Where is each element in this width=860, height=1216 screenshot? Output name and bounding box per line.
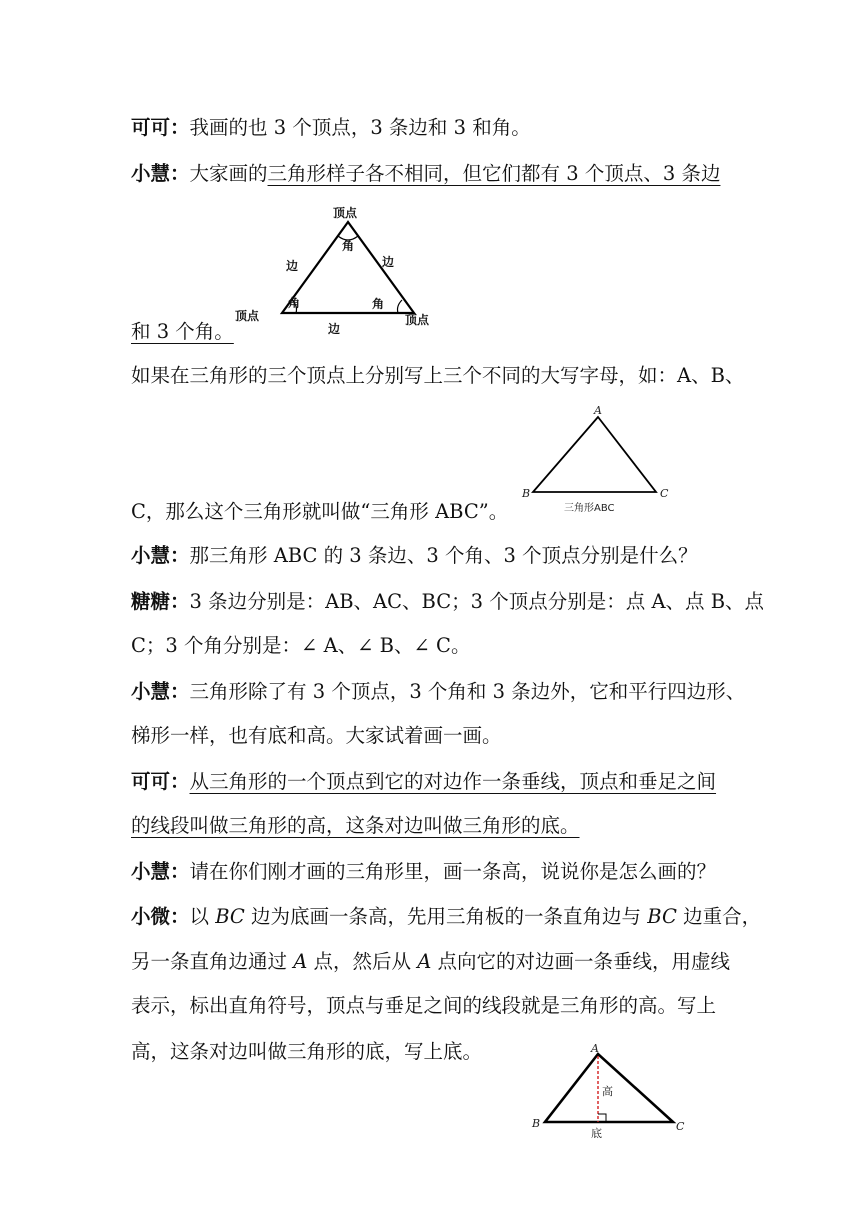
paragraph-xiaohui-1 xyxy=(131,160,720,188)
underlined-text: 的线段叫做三角形的高，这条对边叫做三角形的底。 xyxy=(131,814,580,837)
dialogue-text: 表示，标出直角符号，顶点与垂足之间的线段就是三角形的高。写上 xyxy=(131,994,717,1017)
speaker-label: 可可： xyxy=(131,770,190,793)
angle-arc-right xyxy=(398,300,403,313)
paragraph-naming-1 xyxy=(131,362,744,390)
speaker-label: 糖糖： xyxy=(131,590,190,613)
dialogue-text: 高，这条对边叫做三角形的底，写上底。 xyxy=(131,1040,483,1063)
triangle-abc-figure xyxy=(518,405,678,517)
dialogue-text: 以 xyxy=(189,905,216,928)
speaker-label: 小慧： xyxy=(131,162,190,185)
paragraph-xiaowei-1-cont xyxy=(131,948,730,976)
angle-label-right: 角 xyxy=(372,297,385,311)
dialogue-text: 我画的也 3 个顶点，3 条边和 3 和角。 xyxy=(189,116,531,139)
paragraph-keke-1 xyxy=(131,114,531,142)
base-label: 底 xyxy=(591,1127,602,1140)
edge-label-left: 边 xyxy=(286,259,299,273)
paragraph-tangtang-1-cont xyxy=(131,632,470,660)
edge-label-bottom: 边 xyxy=(328,322,341,336)
height-label: 高 xyxy=(602,1085,613,1098)
paragraph-xiaohui-2 xyxy=(131,542,698,570)
vertex-a-label: A xyxy=(594,404,602,417)
paragraph-xiaowei-1 xyxy=(131,903,761,931)
vertex-a-label: A xyxy=(591,1042,599,1055)
angle-label-top: 角 xyxy=(342,239,355,253)
dialogue-text: 大家画的 xyxy=(189,162,268,185)
dialogue-text: 另一条直角边通过 xyxy=(131,950,294,973)
speaker-label: 可可： xyxy=(131,116,190,139)
point-a: A xyxy=(293,950,308,973)
angle-label-left: 角 xyxy=(288,296,301,310)
triangle-height-figure xyxy=(528,1040,698,1150)
underlined-text: 和 3 个角。 xyxy=(131,320,234,343)
body-text: 如果在三角形的三个顶点上分别写上三个不同的大写字母，如：A、B、 xyxy=(131,364,745,387)
dialogue-text: 请在你们刚才画的三角形里，画一条高，说说你是怎么画的？ xyxy=(189,860,717,883)
vertex-c-label: C xyxy=(660,487,669,500)
paragraph-keke-2 xyxy=(131,768,716,796)
dialogue-text: 3 条边分别是：AB、AC、BC；3 个顶点分别是：点 A、点 B、点 xyxy=(189,590,765,613)
dialogue-text: 梯形一样，也有底和高。大家试着画一画。 xyxy=(131,724,502,747)
paragraph-xiaohui-3 xyxy=(131,678,745,706)
edge-label-right: 边 xyxy=(382,255,395,269)
dialogue-text: 那三角形 ABC 的 3 条边、3 个角、3 个顶点分别是什么？ xyxy=(189,544,698,567)
dialogue-text: 三角形除了有 3 个顶点，3 个角和 3 条边外，它和平行四边形、 xyxy=(189,680,746,703)
paragraph-xiaohui-4 xyxy=(131,858,716,886)
vertex-b-label: B xyxy=(522,487,531,500)
triangle-shape xyxy=(282,222,414,313)
speaker-label: 小微： xyxy=(131,905,190,928)
dialogue-text: 点，然后从 xyxy=(307,950,418,973)
underlined-text: 三角形样子各不相同，但它们都有 3 个顶点、3 条边 xyxy=(267,162,721,185)
figure-caption: 三角形ABC xyxy=(564,503,615,514)
triangle-parts-figure xyxy=(230,200,440,340)
point-a: A xyxy=(417,950,432,973)
speaker-label: 小慧： xyxy=(131,544,190,567)
paragraph-naming-2 xyxy=(131,498,508,526)
paragraph-xiaohui-1-cont xyxy=(131,318,234,346)
dialogue-text: 边重合， xyxy=(676,905,762,928)
vertex-b-label: B xyxy=(532,1117,541,1130)
segment-bc: BC xyxy=(647,905,677,928)
triangle-shape xyxy=(533,417,656,492)
vertex-label-right: 顶点 xyxy=(405,313,430,327)
speaker-label: 小慧： xyxy=(131,860,190,883)
paragraph-xiaohui-3-cont xyxy=(131,722,502,750)
speaker-label: 小慧： xyxy=(131,680,190,703)
dialogue-text: 边为底画一条高，先用三角板的一条直角边与 xyxy=(244,905,648,928)
paragraph-tangtang-1 xyxy=(131,588,764,616)
vertex-label-top: 顶点 xyxy=(333,206,358,220)
dialogue-text: C；3 个角分别是：∠ A、∠ B、∠ C。 xyxy=(131,634,471,657)
vertex-label-left: 顶点 xyxy=(235,309,260,323)
dialogue-text: 点向它的对边画一条垂线，用虚线 xyxy=(431,950,730,973)
body-text: C，那么这个三角形就叫做“三角形 ABC”。 xyxy=(131,500,509,523)
paragraph-xiaowei-1-cont3 xyxy=(131,1038,482,1066)
underlined-text: 从三角形的一个顶点到它的对边作一条垂线，顶点和垂足之间 xyxy=(189,770,717,793)
vertex-c-label: C xyxy=(676,1120,685,1133)
paragraph-xiaowei-1-cont2 xyxy=(131,992,716,1020)
segment-bc: BC xyxy=(215,905,245,928)
paragraph-keke-2-cont xyxy=(131,812,580,840)
